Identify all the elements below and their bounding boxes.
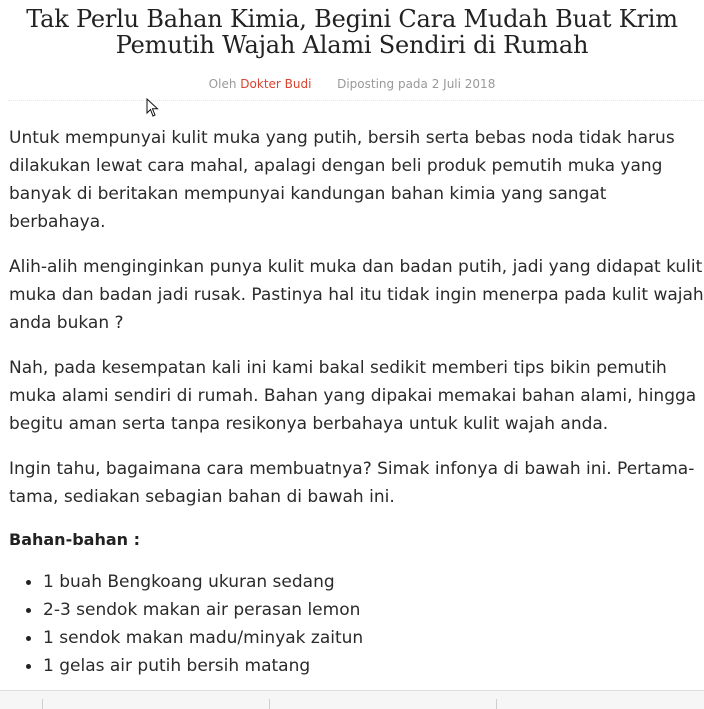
list-item: 1 sendok makan madu/minyak zaitun xyxy=(43,624,704,652)
bottom-share-bar xyxy=(0,690,704,709)
by-label: Oleh xyxy=(208,77,237,91)
paragraph: Ingin tahu, bagaimana cara membuatnya? Simak infonya di bawah ini. Pertama-tama, sediakan sebagian bahan di bawah ini. xyxy=(9,459,695,507)
paragraph: Alih-alih menginginkan punya kulit muka dan badan putih, jadi yang didapat kulit muka dan badan jadi rusak. Pastinya hal itu tidak ingin menerpa pada kulit wajah anda bukan ? xyxy=(9,257,704,333)
list-item: 2-3 sendok makan air perasan lemon xyxy=(43,596,704,624)
meta-divider xyxy=(8,100,704,101)
list-item: 1 buah Bengkoang ukuran sedang xyxy=(43,568,704,596)
mouse-pointer-icon xyxy=(146,98,160,118)
ingredients-heading: Bahan-bahan : xyxy=(9,530,141,549)
ingredients-list xyxy=(9,568,704,680)
paragraph: Untuk mempunyai kulit muka yang putih, bersih serta bebas noda tidak harus dilakukan lewat cara mahal, apalagi dengan beli produk pemutih muka yang banyak di beritakan mempunyai kandungan bahan kimia yang sangat berbahaya. xyxy=(9,128,675,232)
list-item: 1 gelas air putih bersih matang xyxy=(43,652,704,680)
author-link[interactable]: Dokter Budi xyxy=(240,77,312,91)
post-date: Diposting pada 2 Juli 2018 xyxy=(337,77,496,91)
article-title: Tak Perlu Bahan Kimia, Begini Cara Mudah Buat Krim Pemutih Wajah Alami Sendiri di Rumah xyxy=(26,5,678,59)
paragraph: Nah, pada kesempatan kali ini kami bakal sedikit memberi tips bikin pemutih muka alami sendiri di rumah. Bahan yang dipakai memakai bahan alami, hingga begitu aman serta tanpa resikonya berbahaya untuk kulit wajah anda. xyxy=(9,358,697,434)
post-meta xyxy=(0,76,704,92)
article-body xyxy=(0,124,704,680)
